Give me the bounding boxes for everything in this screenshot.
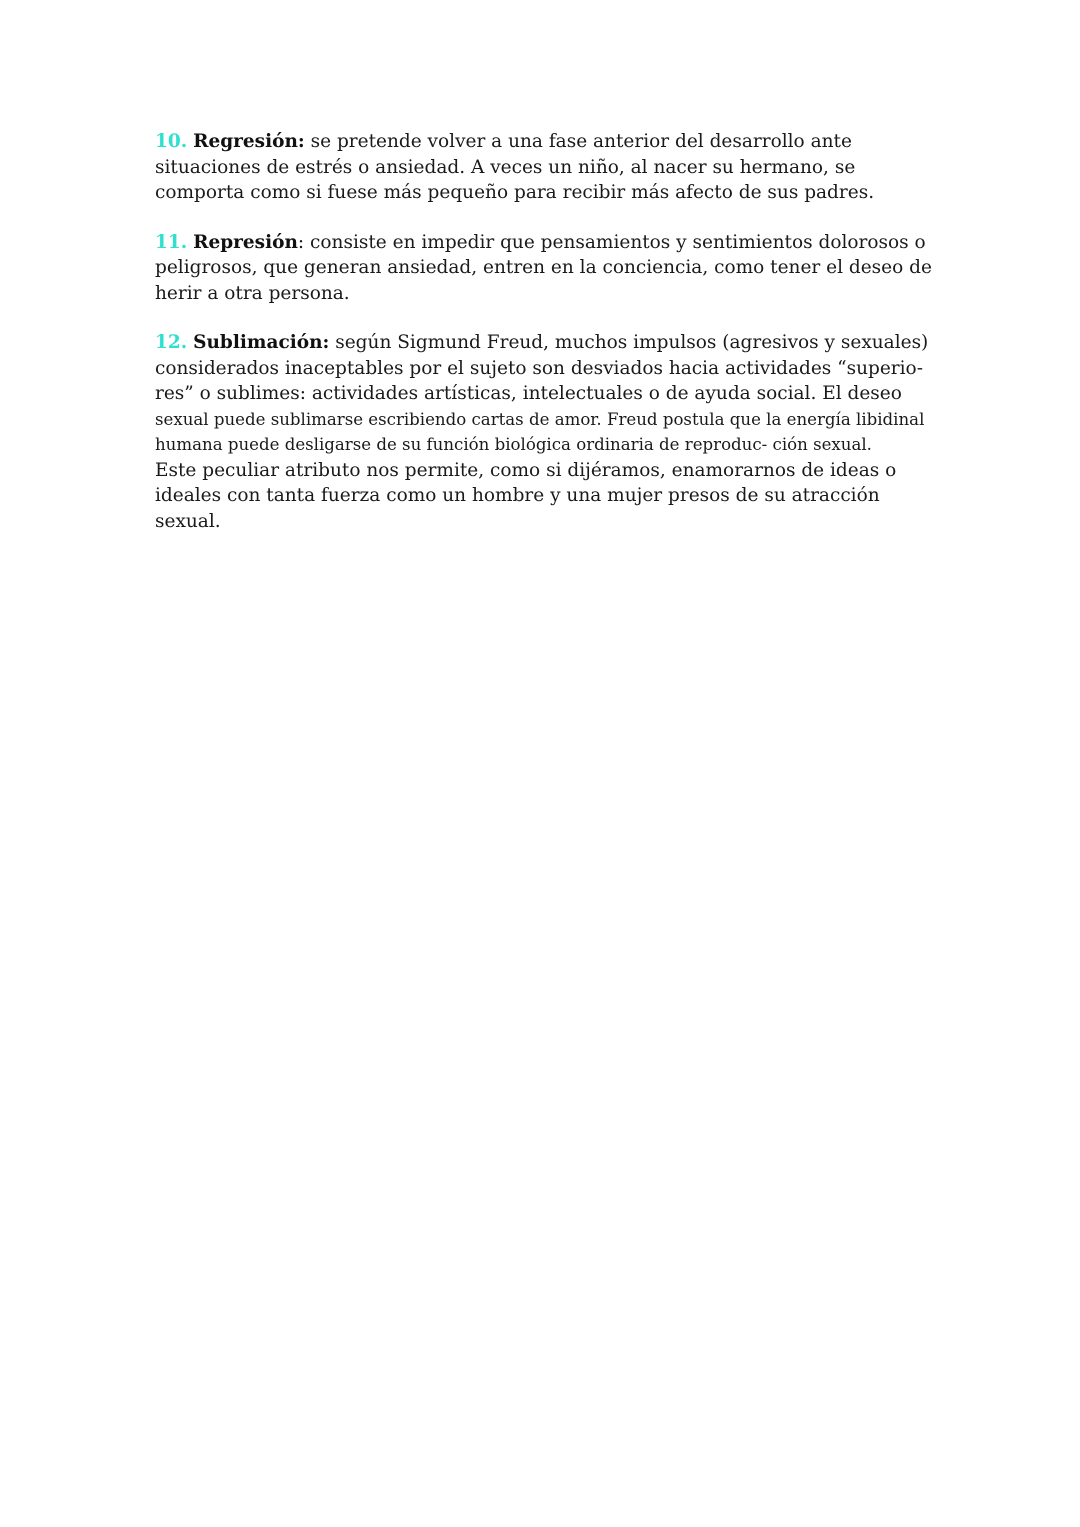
item-term: Sublimación:: [193, 332, 330, 353]
item-text: se pretende volver a una fase anterior del desarrollo ante situaciones de estrés o ansiedad. A veces un niño, al nacer su hermano, se comporta como si fuese más pequeño para recibir más afecto de sus padres.: [155, 131, 875, 203]
paragraph: [155, 330, 945, 534]
paragraph: [155, 230, 945, 307]
list-item-regresion: [155, 129, 945, 206]
item-text-small: sexual puede sublimarse escribiendo cartas de amor. Freud postula que la energía libidinal: [155, 409, 925, 429]
item-number: 10.: [155, 131, 188, 152]
item-text-small: humana puede desligarse de su función biológica ordinaria de reproduc- ción sexual.: [155, 435, 872, 454]
item-number: 12.: [155, 332, 188, 353]
item-term: Represión: [193, 231, 298, 253]
list-item-sublimacion: [155, 330, 945, 534]
item-number: 11.: [155, 231, 188, 253]
item-term: Regresión:: [193, 131, 305, 152]
document-page: [155, 129, 945, 558]
item-text: : consiste en impedir que pensamientos y sentimientos dolorosos o peligrosos, que generan ansiedad, entren en la conciencia, como tener el deseo de herir a otra persona.: [155, 231, 932, 304]
list-item-represion: [155, 230, 945, 307]
paragraph: [155, 129, 945, 206]
item-text: Este peculiar atributo nos permite, como si dijéramos, enamorarnos de ideas o ideales con tanta fuerza como un hombre y una mujer presos de su atracción sexual.: [155, 459, 897, 532]
item-text: según Sigmund Freud, muchos impulsos (agresivos y sexuales) considerados inaceptables por el sujeto son desviados hacia actividades “superio- res” o sublimes: actividades artísticas, intelectuales o de ayuda social. El deseo: [155, 332, 929, 404]
